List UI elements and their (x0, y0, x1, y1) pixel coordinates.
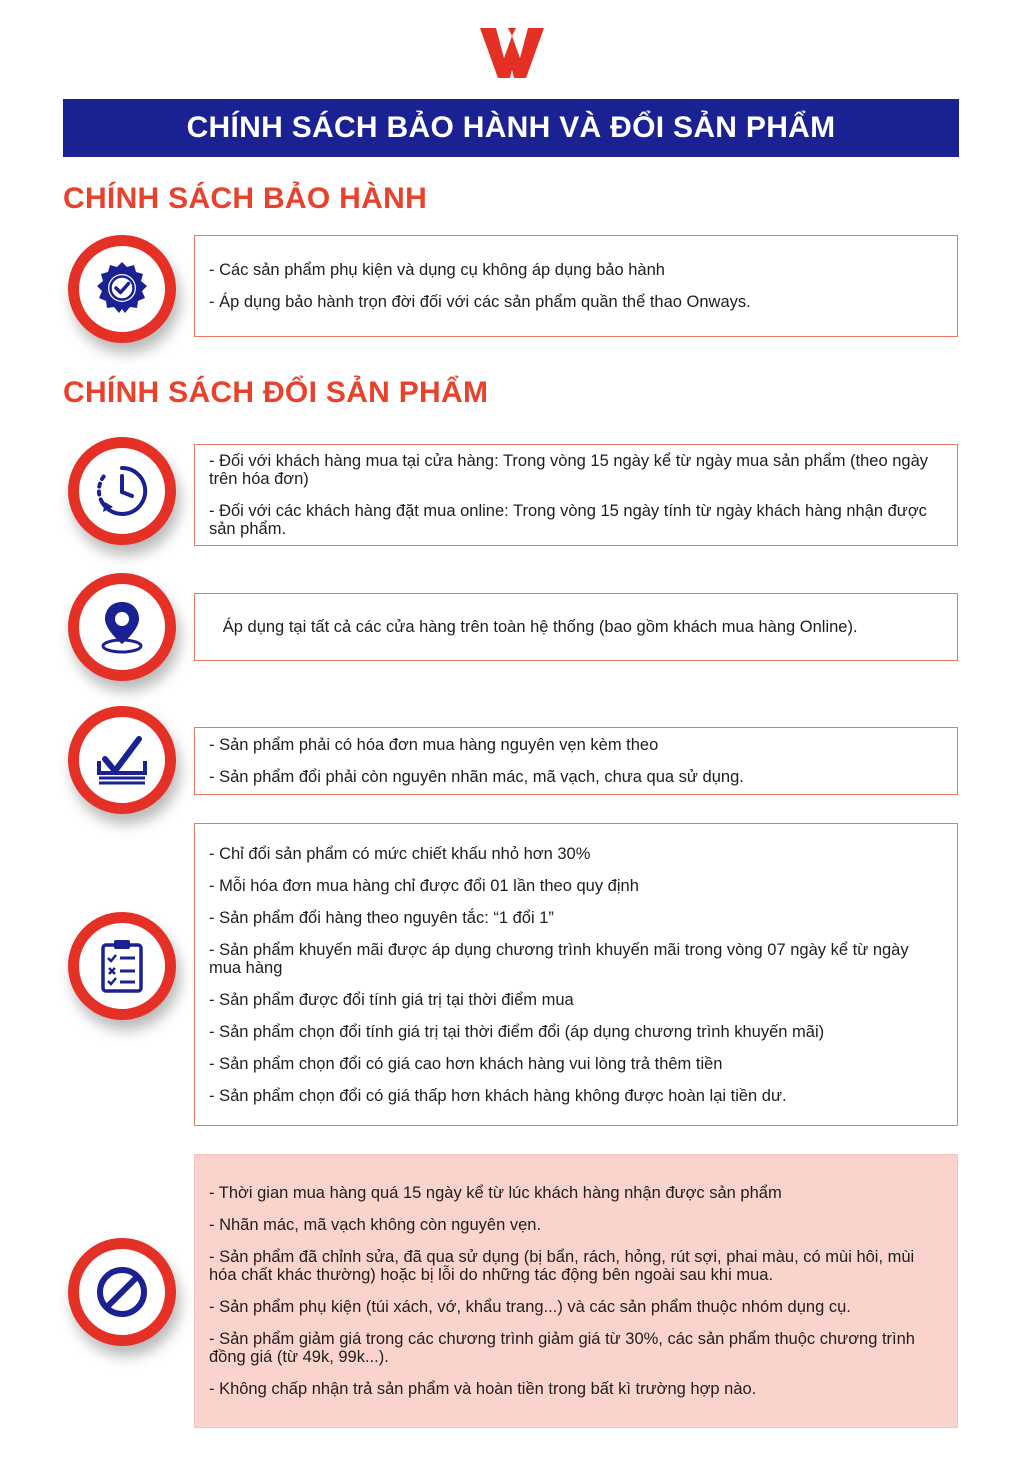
exchange-location-icon-circle (68, 573, 176, 681)
exchange-rejected-line: - Không chấp nhận trả sản phẩm và hoàn tiền trong bất kì trường hợp nào. (209, 1380, 757, 1398)
exchange-time-icon-circle (68, 437, 176, 545)
warranty-heading: CHÍNH SÁCH BẢO HÀNH (63, 182, 428, 215)
exchange-rules-line: - Sản phẩm khuyến mãi được áp dụng chương trình khuyến mãi trong vòng 07 ngày kể từ ngày mua hàng (209, 940, 909, 977)
clock-icon (91, 460, 153, 522)
exchange-rules-line: - Sản phẩm được đổi tính giá trị tại thời điểm mua (209, 990, 574, 1009)
exchange-location-line: Áp dụng tại tất cả các cửa hàng trên toàn hệ thống (bao gồm khách mua hàng Online). (209, 618, 858, 636)
exchange-rejected-line: - Thời gian mua hàng quá 15 ngày kể từ lúc khách hàng nhận được sản phẩm (209, 1184, 782, 1202)
warranty-box (194, 235, 958, 337)
w-logo-icon (478, 24, 546, 82)
checkmark-stack-icon (91, 729, 153, 791)
exchange-rejected-icon-circle (68, 1238, 176, 1346)
exchange-conditions-box (194, 727, 958, 795)
page-title: CHÍNH SÁCH BẢO HÀNH VÀ ĐỔI SẢN PHẨM (186, 111, 836, 144)
exchange-heading: CHÍNH SÁCH ĐỔI SẢN PHẨM (63, 376, 489, 409)
exchange-rejected-line: - Sản phẩm đã chỉnh sửa, đã qua sử dụng (bị bẩn, rách, hỏng, rút sợi, phai màu, có mùi hôi, mùi hóa chất khác thường) hoặc bị lỗi do những tác động bên ngoài sau khi mua. (209, 1248, 915, 1284)
exchange-time-box (194, 444, 958, 546)
prohibited-icon (91, 1261, 153, 1323)
exchange-rejected-box (194, 1154, 958, 1428)
badge-check-icon (91, 258, 153, 320)
exchange-time-line: - Đối với khách hàng mua tại cửa hàng: Trong vòng 15 ngày kể từ ngày mua sản phẩm (theo ngày trên hóa đơn) (209, 452, 928, 488)
location-pin-icon (91, 596, 153, 658)
warranty-icon-circle (68, 235, 176, 343)
exchange-rules-line: - Sản phẩm chọn đổi có giá cao hơn khách hàng vui lòng trả thêm tiền (209, 1054, 723, 1073)
exchange-rejected-line: - Sản phẩm giảm giá trong các chương trình giảm giá từ 30%, các sản phẩm thuộc chương trình đồng giá (từ 49k, 99k...). (209, 1330, 915, 1366)
exchange-rejected-line: - Sản phẩm phụ kiện (túi xách, vớ, khẩu trang...) và các sản phẩm thuộc nhóm dụng cụ. (209, 1298, 851, 1316)
exchange-rules-line: - Mỗi hóa đơn mua hàng chỉ được đổi 01 lần theo quy định (209, 876, 639, 895)
exchange-location-box (194, 593, 958, 661)
exchange-time-line: - Đối với các khách hàng đặt mua online: Trong vòng 15 ngày tính từ ngày khách hàng nhận được sản phẩm. (209, 502, 927, 538)
exchange-rules-line: - Sản phẩm chọn đổi có giá thấp hơn khách hàng không được hoàn lại tiền dư. (209, 1086, 787, 1105)
exchange-rules-box (194, 823, 958, 1126)
exchange-rules-line: - Chỉ đổi sản phẩm có mức chiết khấu nhỏ hơn 30% (209, 844, 591, 863)
exchange-rejected-line: - Nhãn mác, mã vạch không còn nguyên vẹn. (209, 1216, 542, 1234)
exchange-rules-line: - Sản phẩm đổi hàng theo nguyên tắc: “1 đổi 1” (209, 908, 554, 927)
brand-logo (478, 24, 546, 82)
exchange-rules-icon-circle (68, 912, 176, 1020)
page-title-bar (63, 99, 959, 157)
warranty-line: - Các sản phẩm phụ kiện và dụng cụ không áp dụng bảo hành (209, 261, 665, 279)
exchange-conditions-icon-circle (68, 706, 176, 814)
warranty-line: - Áp dụng bảo hành trọn đời đối với các sản phẩm quần thể thao Onways. (209, 293, 751, 311)
exchange-conditions-line: - Sản phẩm đổi phải còn nguyên nhãn mác, mã vạch, chưa qua sử dụng. (209, 768, 744, 786)
exchange-rules-line: - Sản phẩm chọn đổi tính giá trị tại thời điểm đổi (áp dụng chương trình khuyến mãi) (209, 1022, 825, 1041)
exchange-conditions-line: - Sản phẩm phải có hóa đơn mua hàng nguyên vẹn kèm theo (209, 736, 659, 754)
clipboard-checklist-icon (91, 935, 153, 997)
